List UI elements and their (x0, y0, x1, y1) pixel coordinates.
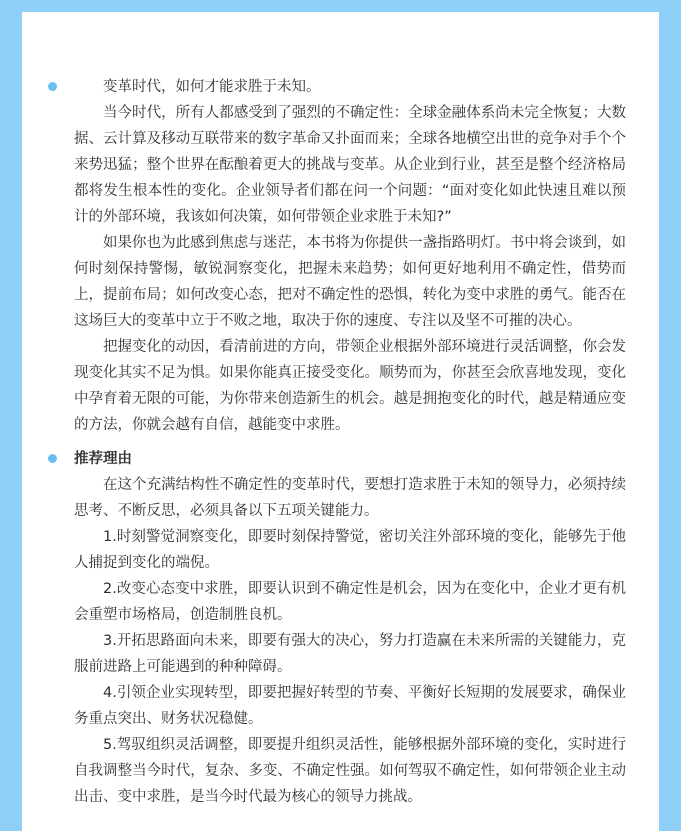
paragraph: 如果你也为此感到焦虑与迷茫，本书将为你提供一盏指路明灯。书中将会谈到，如何时刻保持警惕，敏锐洞察变化，把握未来趋势；如何更好地利用不确定性，借势而上，提前布局；如何改变心态，把对不确定性的恐惧，转化为变中求胜的勇气。能否在这场巨大的变革中立于不败之地，取决于你的速度、专注以及坚不可摧的决心。 (74, 235, 626, 329)
list-item: 4.引领企业实现转型，即要把握好转型的节奏、平衡好长短期的发展要求，确保业务重点突出、财务状况稳健。 (74, 685, 626, 727)
list-item: 5.驾驭组织灵活调整，即要提升组织灵活性，能够根据外部环境的变化，实时进行自我调整当今时代，复杂、多变、不确定性强。如何驾驭不确定性，如何带领企业主动出击、变中求胜，是当今时代最为核心的领导力挑战。 (74, 737, 626, 805)
list-item: 3.开拓思路面向未来，即要有强大的决心，努力打造赢在未来所需的关键能力，克服前进路上可能遇到的种种障碍。 (74, 633, 626, 675)
article-content (74, 74, 626, 810)
bullet-dot-icon (48, 82, 57, 91)
paragraph: 在这个充满结构性不确定性的变革时代，要想打造求胜于未知的领导力，必须持续思考、不断反思，必须具备以下五项关键能力。 (74, 477, 626, 519)
list-item: 1.时刻警觉洞察变化，即要时刻保持警觉，密切关注外部环境的变化，能够先于他人捕捉到变化的端倪。 (74, 529, 626, 571)
list-item: 2.改变心态变中求胜，即要认识到不确定性是机会，因为在变化中，企业才更有机会重塑市场格局，创造制胜良机。 (74, 581, 626, 623)
section-heading: 推荐理由 (74, 451, 132, 467)
paragraph: 当今时代，所有人都感受到了强烈的不确定性：全球金融体系尚未完全恢复；大数据、云计算及移动互联带来的数字革命又扑面而来；全球各地横空出世的竞争对手个个来势迅猛；整个世界在酝酿着更大的挑战与变革。从企业到行业，甚至是整个经济格局都将发生根本性的变化。企业领导者们都在问一个问题：“面对变化如此快速且难以预计的外部环境，我该如何决策，如何带领企业求胜于未知?” (74, 105, 626, 225)
bullet-dot-icon (48, 454, 57, 463)
section-recommendation (74, 446, 626, 810)
section-intro (74, 74, 626, 438)
section-title: 变革时代，如何才能求胜于未知。 (103, 79, 321, 95)
paragraph: 把握变化的动因，看清前进的方向，带领企业根据外部环境进行灵活调整，你会发现变化其实不足为惧。如果你能真正接受变化。顺势而为，你甚至会欣喜地发现，变化中孕育着无限的可能，为你带来创造新生的机会。越是拥抱变化的时代，越是精通应变的方法，你就会越有自信，越能变中求胜。 (74, 339, 626, 433)
